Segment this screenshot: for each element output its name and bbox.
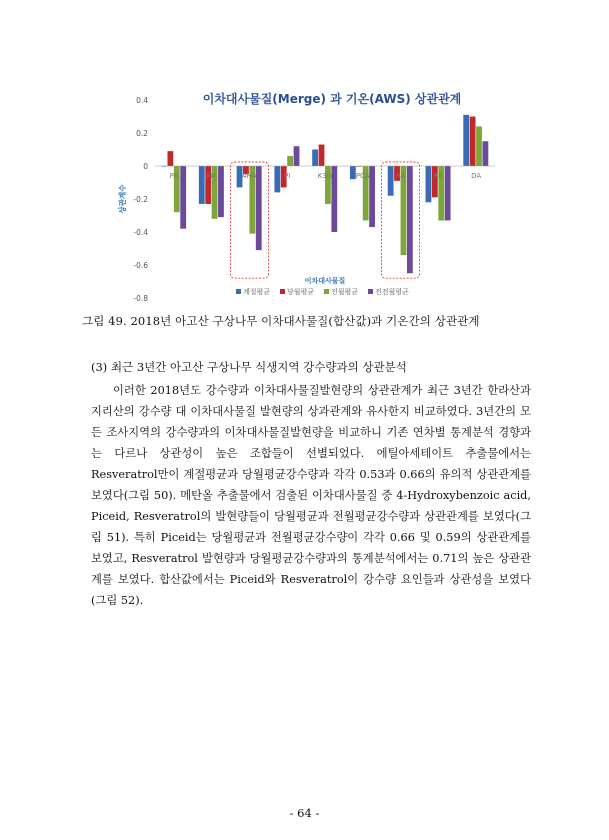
- bar-RA-계절평균: [388, 166, 394, 196]
- figure-caption: 그림 49. 2018년 아고산 구상나무 이차대사물질(합산값)과 기온간의 상관관계: [82, 314, 480, 328]
- bar-PCA-전전월평균: [369, 166, 375, 227]
- legend-swatch-계절평균: [236, 289, 241, 294]
- y-tick-label: 0.2: [136, 129, 148, 138]
- x-axis-label: 이차대사물질: [304, 277, 346, 285]
- correlation-bar-chart: [100, 80, 500, 308]
- bar-PI-전월평균: [287, 156, 293, 166]
- bar-RE-전전월평균: [445, 166, 451, 220]
- legend-label: 전월평균: [331, 288, 359, 296]
- x-tick-label: DA: [471, 172, 482, 180]
- y-tick-label: -0.2: [133, 195, 148, 204]
- x-tick-label: PCA: [355, 172, 370, 180]
- bar-RE-계절평균: [426, 166, 432, 202]
- bar-K3G-전전월평균: [331, 166, 337, 232]
- legend-label: 계절평균: [243, 288, 271, 296]
- legend-label: 당월평균: [287, 288, 315, 296]
- y-tick-label: -0.8: [133, 294, 148, 303]
- x-tick-label: RE: [433, 172, 443, 180]
- legend-swatch-당월평균: [280, 289, 285, 294]
- y-tick-label: 0: [143, 162, 148, 171]
- bar-PA-전전월평균: [180, 166, 186, 229]
- bar-DA-계절평균: [463, 115, 469, 166]
- page-number: - 64 -: [289, 806, 320, 820]
- bar-PI-계절평균: [274, 166, 280, 192]
- legend-swatch-전월평균: [324, 289, 329, 294]
- bar-DA-당월평균: [470, 117, 476, 167]
- y-axis-label: 상관계수: [118, 184, 127, 214]
- y-tick-label: -0.6: [133, 261, 148, 270]
- x-tick-label: 4HA: [242, 172, 257, 180]
- x-tick-label: PI: [284, 172, 291, 180]
- legend-label: 전전월평균: [375, 288, 409, 296]
- bar-RA-전전월평균: [407, 166, 413, 273]
- x-tick-label: K3G: [317, 172, 333, 180]
- bar-DA-전전월평균: [483, 141, 489, 166]
- y-tick-label: -0.4: [133, 228, 148, 237]
- legend-swatch-전전월평균: [368, 289, 373, 294]
- bar-PI-전전월평균: [294, 146, 300, 166]
- bar-K3G-계절평균: [312, 150, 318, 167]
- x-tick-label: PA: [169, 172, 179, 180]
- section-heading: (3) 최근 3년간 아고산 구상나무 식생지역 강수량과의 상관분석: [91, 360, 407, 374]
- body-paragraph: 이러한 2018년도 강수량과 이차대사물질발현량의 상관관계가 최근 3년간 한라산과 지리산의 강수량 대 이차대사물질 발현량의 상과관계와 유사한지 비교하였다. 3년간의 모든 조사지역의 강수량과의 이차대사물질발현량을 비교하니 기존 연차별 통계분석 경향과는 다르나 상관성이 높은 조합들이 선별되었다. 에틸아세테이트 추출물에서는 Resveratrol만이 계절평균과 당월평균강수량과 각각 0.53과 0.66의 유의적 상관관계를 보였다(그림 50). 메탄올 추출물에서 검출된 이차대사물질 중 4-Hydroxybenzoic acid, Piceid, Resveratrol의 발현량들이 당월평균과 전월평균강수량과 상관관계를 보였다(그림 51). 특히 Piceid는 당월평균과 전월평균강수량이 각각 0.66 및 0.59의 상관관계를 보였고, Resveratrol 발현량과 당월평균강수량과의 통계분석에서는 0.71의 높은 상관관계를 보였다. 합산값에서는 Piceid와 Resveratrol이 강수량 요인들과 상관성을 보였다(그림 52).: [91, 384, 531, 607]
- bar-K3G-당월평균: [319, 145, 325, 166]
- y-tick-label: 0.4: [136, 96, 148, 105]
- bar-4HA-전전월평균: [256, 166, 262, 250]
- body-text: [91, 380, 531, 611]
- bar-PA-당월평균: [167, 151, 173, 166]
- bar-MA-계절평균: [199, 166, 205, 204]
- x-tick-label: RA: [395, 172, 406, 180]
- x-tick-label: MA: [206, 172, 218, 180]
- bar-DA-전월평균: [476, 126, 482, 166]
- bar-MA-전전월평균: [218, 166, 224, 217]
- bar-RE-당월평균: [432, 166, 438, 197]
- chart-title: 이차대사물질(Merge) 과 기온(AWS) 상관관계: [202, 92, 462, 106]
